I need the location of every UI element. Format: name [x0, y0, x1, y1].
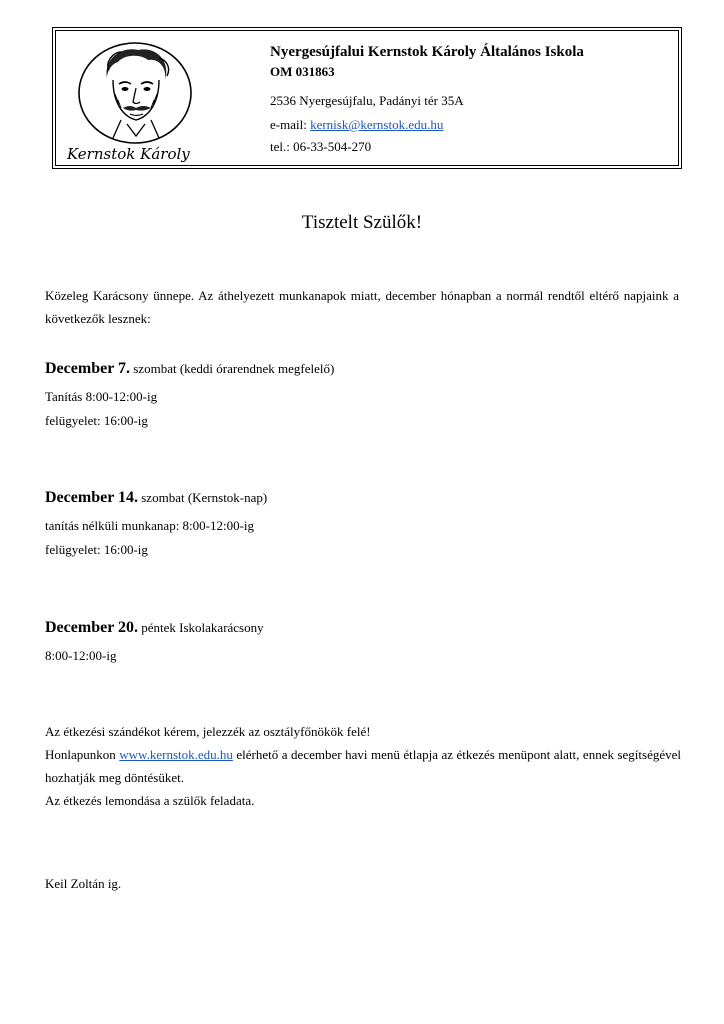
meals-line-1: Az étkezési szándékot kérem, jelezzék az osztályfőnökök felé! [45, 724, 371, 739]
day-line: felügyelet: 16:00-ig [45, 542, 148, 557]
day-heading-dec-20 [45, 619, 264, 637]
salutation: Tisztelt Szülők! [301, 212, 423, 233]
meals-text-post: elérhető a december havi menü étlapja az étkezés menüpont alatt, ennek segítségével hozhatják meg döntésüket. [45, 747, 681, 785]
school-logo-portrait [63, 38, 213, 163]
day-description: péntek Iskolakarácsony [138, 620, 264, 635]
day-date: December 20. [45, 619, 138, 636]
email-link[interactable]: kernisk@kernstok.edu.hu [310, 117, 444, 132]
meals-section [45, 720, 681, 812]
day-date: December 14. [45, 489, 138, 506]
letterhead [52, 27, 682, 169]
day-description: szombat (Kernstok-nap) [138, 490, 268, 505]
website-link[interactable]: www.kernstok.edu.hu [119, 747, 233, 762]
school-address: 2536 Nyergesújfalu, Padányi tér 35A [270, 93, 464, 108]
email-label: e-mail: [270, 117, 311, 132]
day-line: felügyelet: 16:00-ig [45, 413, 148, 428]
day-line: 8:00-12:00-ig [45, 648, 117, 663]
school-name: Nyergesújfalui Kernstok Károly Általános Iskola [270, 44, 584, 60]
day-heading-dec-7 [45, 360, 334, 378]
om-identifier: OM 031863 [270, 64, 335, 79]
intro-paragraph: Közeleg Karácsony ünnepe. Az áthelyezett munkanapok miatt, december hónapban a normál rendtől eltérő napjaink a következők lesznek: [45, 288, 679, 326]
school-phone: tel.: 06-33-504-270 [270, 139, 372, 154]
day-date: December 7. [45, 360, 130, 377]
meals-line-3: Az étkezés lemondása a szülők feladata. [45, 793, 255, 808]
day-description: szombat (keddi órarendnek megfelelő) [130, 361, 335, 376]
day-heading-dec-14 [45, 489, 267, 507]
day-line: tanítás nélküli munkanap: 8:00-12:00-ig [45, 518, 255, 533]
school-email-line [270, 117, 443, 133]
signature: Keil Zoltán ig. [45, 876, 122, 891]
day-line: Tanítás 8:00-12:00-ig [45, 389, 158, 404]
meals-line-2 [45, 743, 681, 789]
logo-signature-text: Kernstok Károly [67, 145, 190, 163]
meals-text-pre: Honlapunkon [45, 747, 120, 762]
